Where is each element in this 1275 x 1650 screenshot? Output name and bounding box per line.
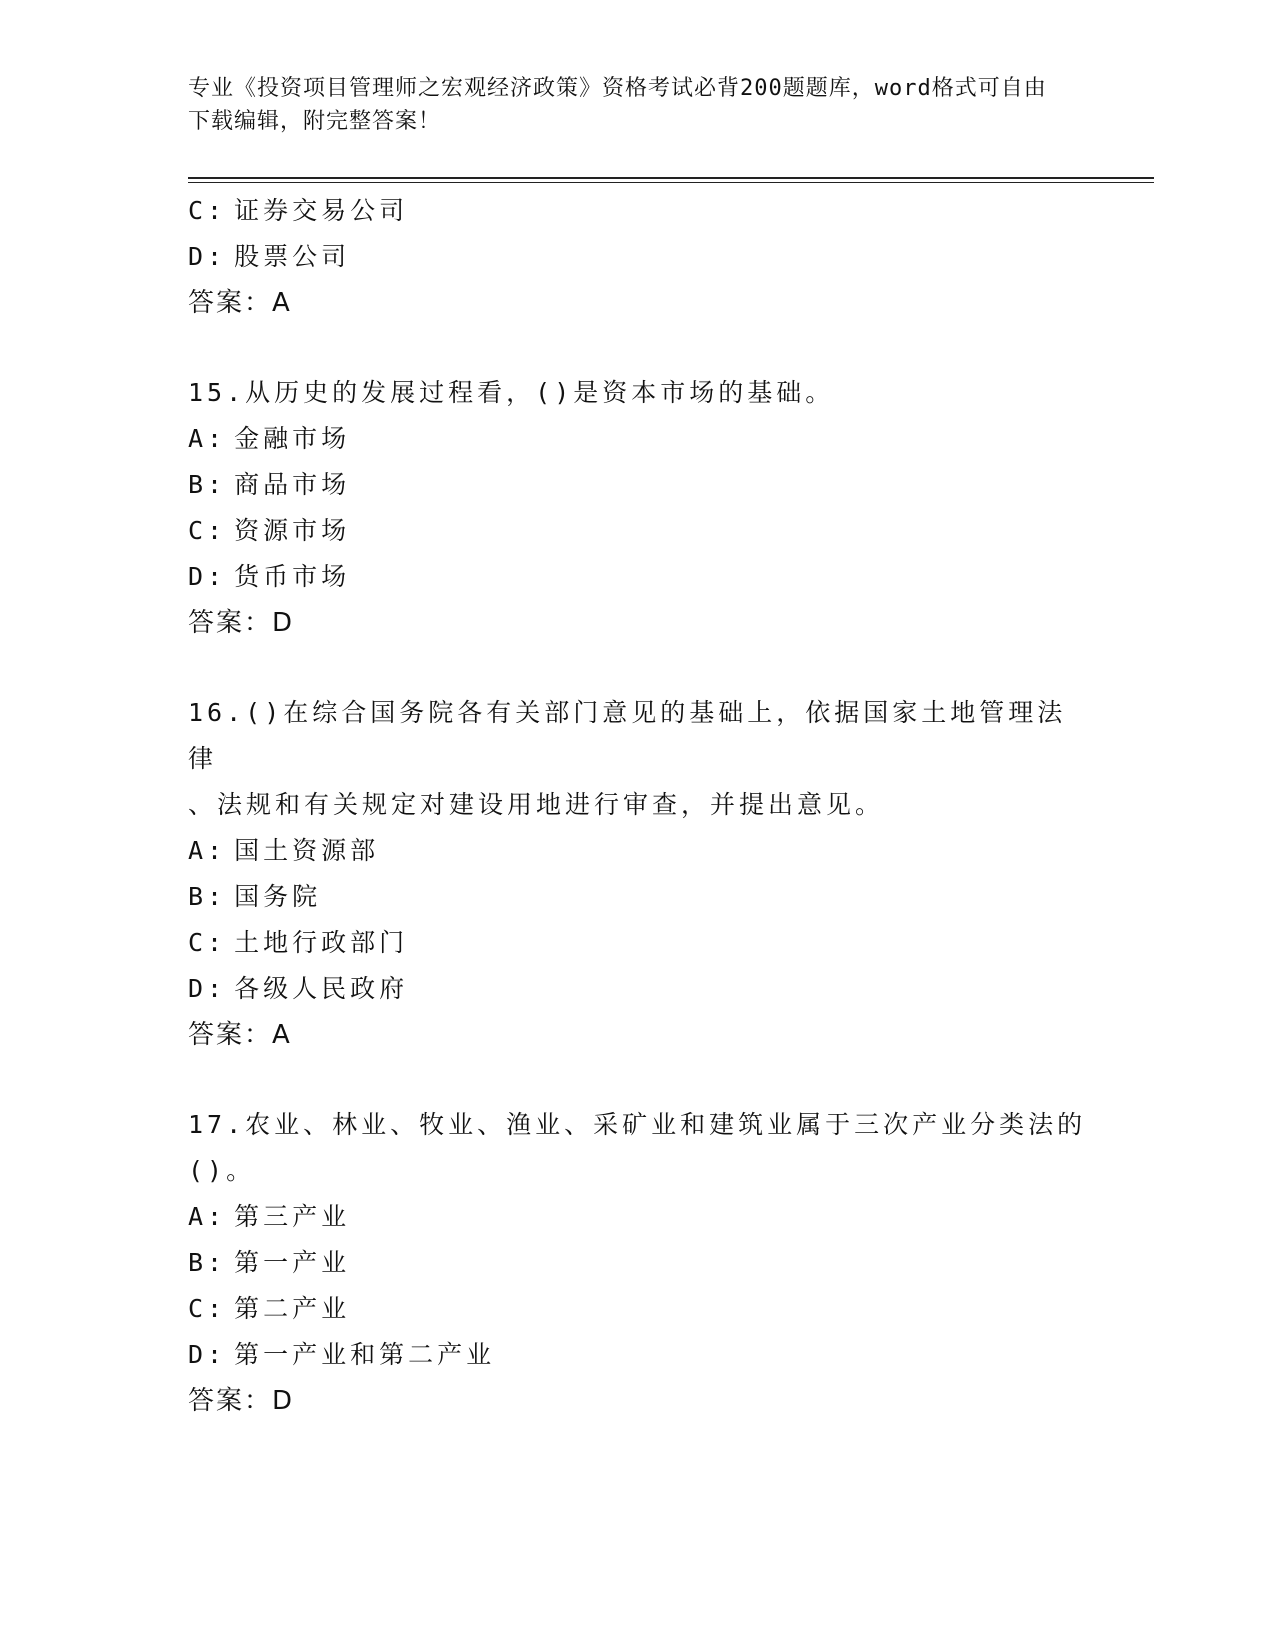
option-letter: A: [188,424,227,453]
option-letter: A: [188,1202,227,1231]
option-letter: D: [188,242,227,271]
option-text: 资源市场 [234,516,351,545]
question-16 [188,690,1088,1058]
option-a [188,416,1088,462]
option-text: 各级人民政府 [234,974,409,1003]
option-a [188,1194,1088,1240]
question-stem-line-1: 16.()在综合国务院各有关部门意见的基础上，依据国家土地管理法律 [188,698,1067,773]
option-text: 货币市场 [234,562,351,591]
question-stem: 15.从历史的发展过程看，()是资本市场的基础。 [188,378,835,407]
option-letter: D: [188,1340,227,1369]
option-c [188,920,1088,966]
option-b [188,462,1088,508]
option-letter: C: [188,928,227,957]
option-d [188,554,1088,600]
option-letter: C: [188,196,227,225]
option-letter: A: [188,836,227,865]
answer-line: 答案：D [188,1386,295,1416]
option-text: 土地行政部门 [234,928,409,957]
option-a [188,828,1088,874]
option-text: 商品市场 [234,470,351,499]
option-text: 第一产业 [234,1248,351,1277]
option-c [188,508,1088,554]
option-letter: D: [188,974,227,1003]
question-stem-line-2: 、法规和有关规定对建设用地进行审查，并提出意见。 [188,790,885,819]
option-text: 证券交易公司 [234,196,409,225]
option-c [188,188,1088,234]
option-text: 股票公司 [234,242,351,271]
option-letter: D: [188,562,227,591]
option-letter: B: [188,882,227,911]
option-b [188,1240,1088,1286]
question-fragment [188,188,1088,326]
option-text: 第三产业 [234,1202,351,1231]
option-text: 国务院 [234,882,322,911]
option-d [188,234,1088,280]
option-text: 金融市场 [234,424,351,453]
header-title: 专业《投资项目管理师之宏观经济政策》资格考试必背200题题库，word格式可自由下载编辑，附完整答案！ [188,76,1047,134]
question-stem-line-1: 17.农业、林业、牧业、渔业、采矿业和建筑业属于三次产业分类法的 [188,1110,1087,1139]
option-text: 第二产业 [234,1294,351,1323]
option-letter: C: [188,1294,227,1323]
option-d [188,966,1088,1012]
question-list [188,188,1088,1468]
answer-line: 答案：A [188,1020,292,1050]
option-letter: C: [188,516,227,545]
header-rule-thin [188,182,1154,183]
document-header [188,72,1068,138]
option-b [188,874,1088,920]
answer-line: 答案：D [188,608,295,638]
option-text: 第一产业和第二产业 [234,1340,496,1369]
option-d [188,1332,1088,1378]
option-c [188,1286,1088,1332]
option-text: 国土资源部 [234,836,380,865]
question-17 [188,1102,1088,1424]
header-rule-thick [188,177,1154,179]
answer-line: 答案：A [188,288,292,318]
question-stem-line-2: ()。 [188,1156,256,1185]
option-letter: B: [188,1248,227,1277]
option-letter: B: [188,470,227,499]
question-15 [188,370,1088,646]
